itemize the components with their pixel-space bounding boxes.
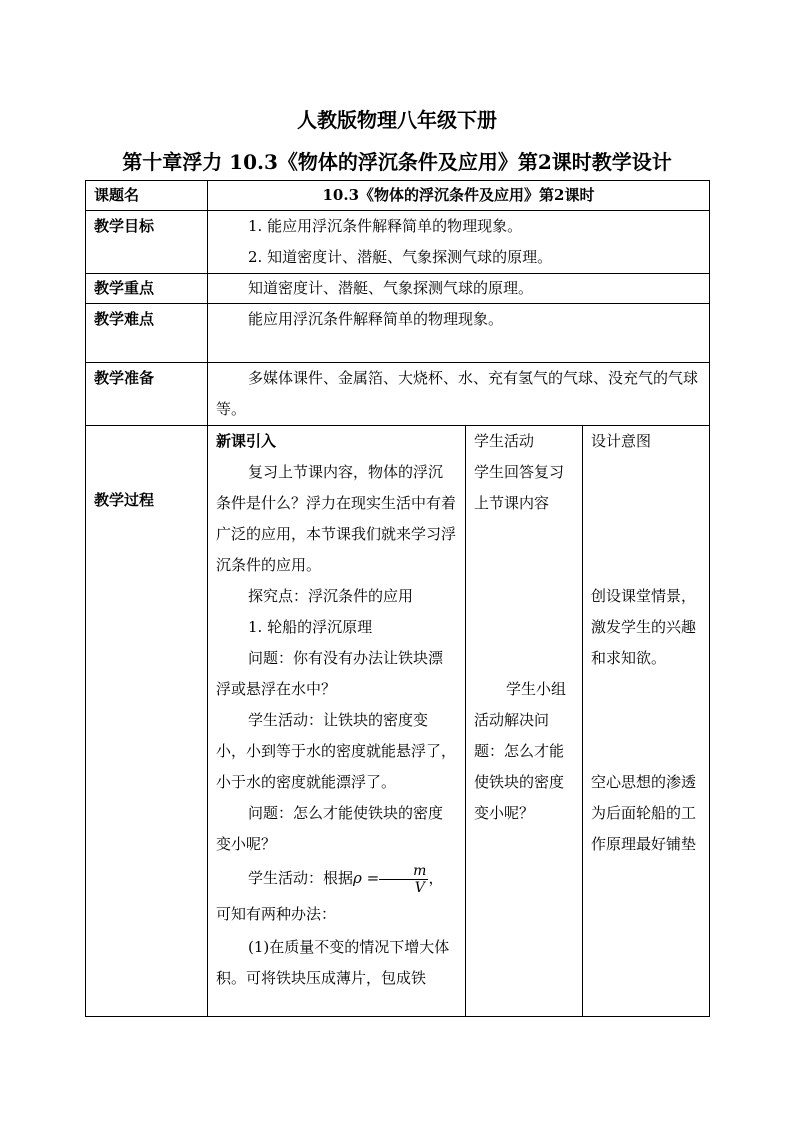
key-label: 教学重点 (86, 274, 208, 304)
design-intent-cell (583, 426, 710, 1017)
student-activity-cell (466, 426, 583, 1017)
student-activity-text2: 学生小组活动解决问题：怎么才能使铁块的密度变小呢？ (474, 680, 567, 822)
prep-label: 教学准备 (86, 363, 208, 426)
student-activity-heading: 学生活动 (474, 432, 535, 450)
process-heading: 新课引入 (216, 432, 277, 450)
process-label: 教学过程 (86, 426, 208, 1017)
topic-row (86, 181, 710, 211)
difficulty-label: 教学难点 (86, 304, 208, 363)
process-review: 复习上节课内容，物体的浮沉条件是什么？浮力在现实生活中有着广泛的应用，本节课我们就来学习浮沉条件的应用。 (216, 463, 457, 574)
process-row (86, 426, 710, 1017)
process-main (208, 426, 466, 1017)
key-value: 知道密度计、潜艇、气象探测气球的原理。 (208, 274, 710, 304)
process-answer2: 学生活动：根据ρ = $\frac{m}{V}$ ，可知有两种办法： (216, 862, 444, 923)
design-intent-heading: 设计意图 (591, 432, 652, 450)
process-method1: (1)在质量不变的情况下增大体积。可将铁块压成薄片，包成铁 (216, 938, 450, 987)
student-activity-text1: 学生回答复习上节课内容 (474, 463, 565, 512)
topic-label: 课题名 (86, 181, 208, 211)
goals-row (86, 211, 710, 274)
goals-label: 教学目标 (86, 211, 208, 274)
design-intent-text2: 空心思想的渗透为后面轮船的工作原理最好铺垫 (591, 773, 697, 853)
density-formula-fraction: $\frac{m}{V}$ (379, 863, 428, 896)
prep-value: 多媒体课件、金属箔、大烧杯、水、充有氢气的气球、没充气的气球等。 (208, 363, 710, 426)
difficulty-value: 能应用浮沉条件解释简单的物理现象。 (208, 304, 710, 363)
process-point1: 1. 轮船的浮沉原理 (248, 618, 373, 636)
goal-item-1: 1. 能应用浮沉条件解释简单的物理现象。 (248, 217, 523, 235)
density-formula-lhs: ρ = (353, 869, 380, 887)
process-answer1: 学生活动：让铁块的密度变小，小到等于水的密度就能悬浮了，小于水的密度就能漂浮了。 (216, 711, 457, 791)
key-row (86, 274, 710, 304)
document-title: 人教版物理八年级下册 (297, 108, 497, 132)
topic-value: 10.3《物体的浮沉条件及应用》第2课时 (208, 181, 710, 211)
goals-value (208, 211, 710, 274)
process-explore: 探究点：浮沉条件的应用 (248, 587, 414, 605)
document-subtitle: 第十章浮力 10.3《物体的浮沉条件及应用》第2课时教学设计 (122, 150, 672, 174)
difficulty-row (86, 304, 710, 363)
design-intent-text1: 创设课堂情景，激发学生的兴趣和求知欲。 (591, 587, 697, 667)
prep-row (86, 363, 710, 426)
goal-item-2: 2. 知道密度计、潜艇、气象探测气球的原理。 (248, 248, 553, 266)
process-question1: 问题：你有没有办法让铁块漂浮或悬浮在水中？ (216, 649, 444, 698)
process-question2: 问题：怎么才能使铁块的密度变小呢？ (216, 804, 444, 853)
lesson-plan-table (85, 180, 710, 1017)
